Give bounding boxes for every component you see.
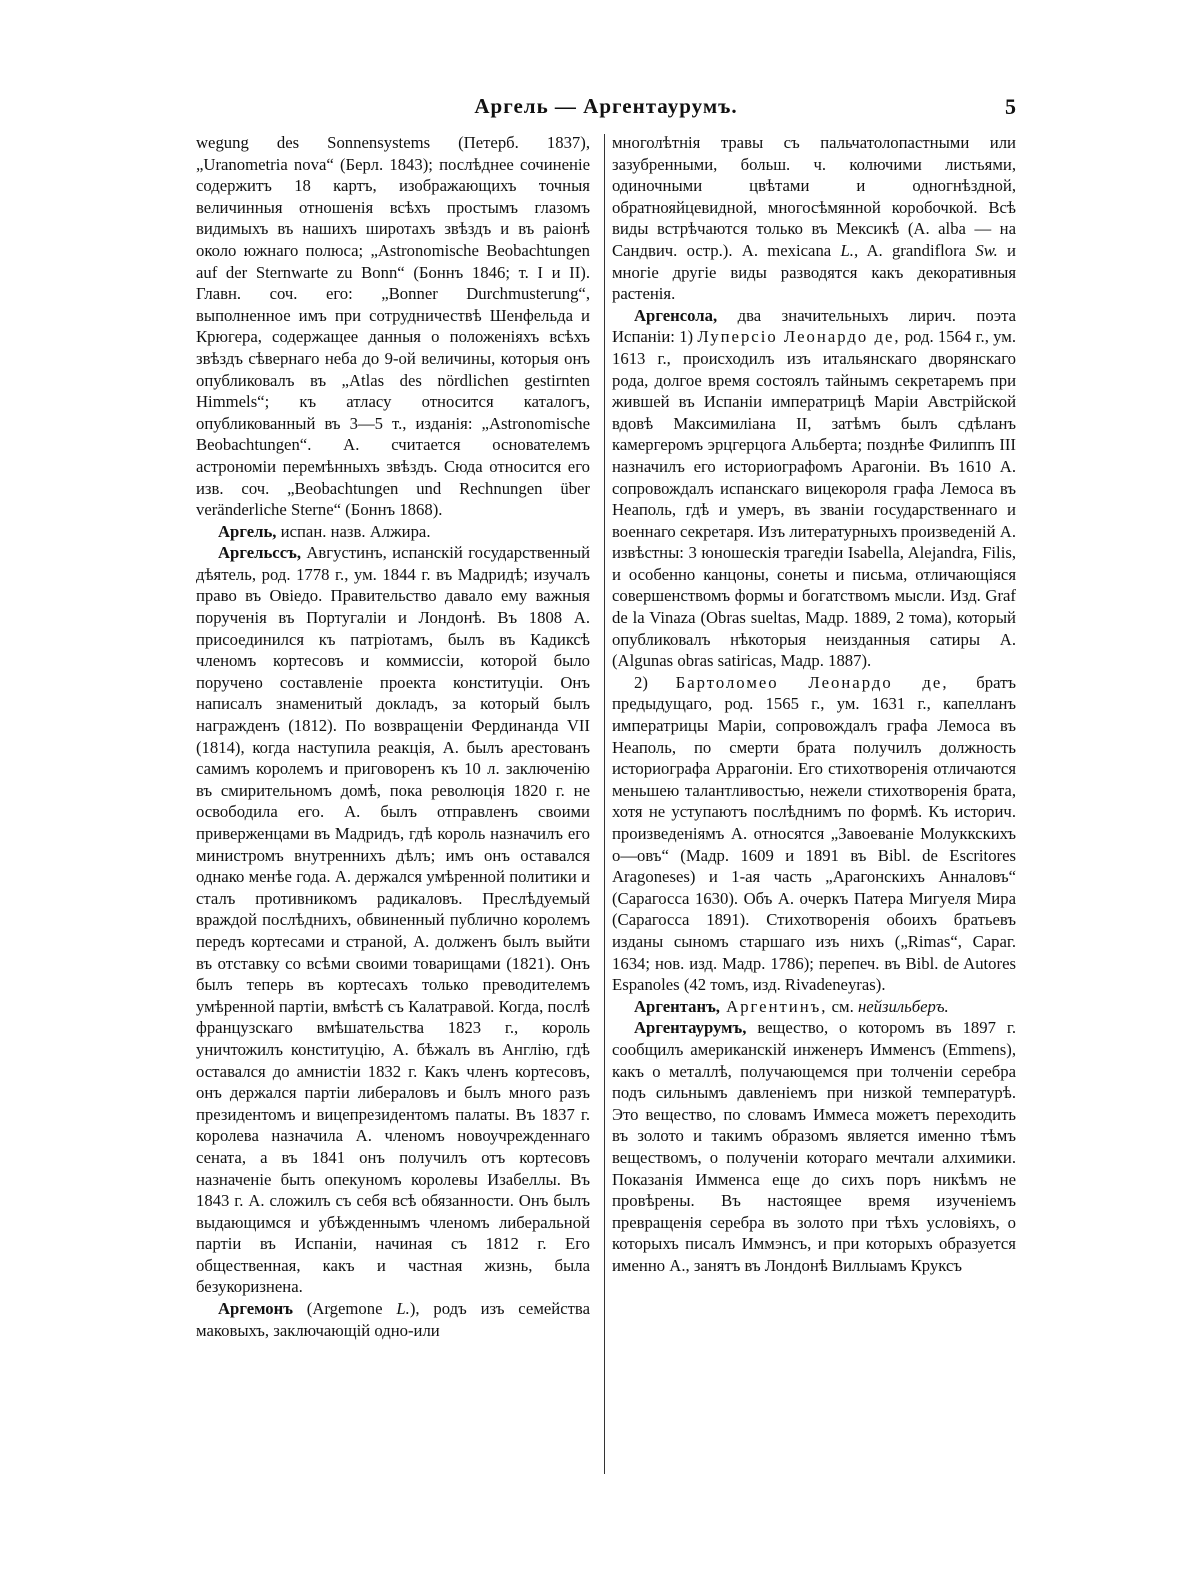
argensola-intro: два значительныхъ лирич. поэта Испаніи: 1) [612,305,1016,347]
argel-text: испан. назв. Алжира. [276,521,431,541]
argentan-name: Аргентинъ, [719,996,828,1016]
argemon-cont-mid: , A. grandiflora [853,240,976,260]
headword-argensola: Аргенсола, [634,305,718,325]
argemon-cont-end: и многіе другіе виды разводятся какъ декоративныя растенія. [612,240,1016,304]
headword-argemon: Аргемонъ [218,1299,293,1319]
argemon-cont-author1: L. [840,240,854,260]
entry-argelles [196,542,590,1298]
entry-argensola [612,305,1016,672]
argemon-author: L. [396,1299,410,1319]
left-column [196,132,590,1341]
argelles-name: Августинъ, [301,543,387,563]
argensola2-num: 2) [634,672,676,692]
headword-argentan: Аргентанъ, [634,996,720,1016]
argentaurum-text: вещество, о которомъ въ 1897 г. сообщилъ американскій инженеръ Имменсъ (Emmens), какъ о металлѣ, получающемся при толченіи серебра подъ сильнымъ давленіемъ при низкой температурѣ. Это вещество, по словамъ Иммеса можетъ переходить въ золото и такимъ образомъ является именно тѣмъ веществомъ, о полученіи котораго мечтали алхимики. Показанія Имменса еще до сихъ поръ никѣмъ не провѣрены. Въ настоящее время изученіемъ превращенія серебра въ золото при тѣхъ условіяхъ, о которыхъ писалъ Иммэнсъ, и при которыхъ образуется именно А., занятъ въ Лондонѣ Виллыамъ Круксъ [612,1018,1016,1275]
headword-argelles: Аргельссъ, [218,543,301,563]
entry-argentaurum [612,1017,1016,1276]
argentan-ref: нейзильберъ. [857,996,949,1016]
right-column [612,132,1016,1276]
entry-argel [196,521,590,543]
page-number: 5 [1005,94,1016,119]
argemon-text-a: (Argemone [292,1299,397,1319]
argensola2-name: Бартоломео Леонардо де, [675,672,949,692]
argensola-name1: Луперсіо Леонардо де, [697,327,901,347]
entry-argemon [196,1298,590,1341]
argemon-entry-continuation [612,132,1016,305]
argelles-text: испанскій государственный дѣятель, род. 1778 г., ум. 1844 г. въ Мадридѣ; изучалъ право въ Овіедо. Правительство давало ему важныя порученія въ Португаліи и Лондонѣ. Въ 1808 А. присоединился къ патріотамъ, былъ въ Кадиксѣ членомъ кортесовъ и коммиссіи, которой было поручено составленіе проекта конституціи. Онъ написалъ знаменитый докладъ, за который былъ награжденъ (1812). По возвращеніи Фердинанда VII (1814), когда наступила реакція, А. былъ арестованъ самимъ королемъ и приговоренъ къ 10 л. заключенію въ смирительномъ домѣ, пока революція 1820 г. не освободила его. А. былъ отправленъ своими приверженцами въ Мадридъ, гдѣ король назначилъ его министромъ внутреннихъ дѣлъ; имъ онъ оставался однако менѣе года. А. держался умѣренной политики и сталъ противникомъ радикаловъ. Преслѣдуемый враждой послѣднихъ, обвиненный публично королемъ передъ кортесами и страной, А. долженъ былъ выйти въ отставку со всѣми своими товарищами (1821). Онъ былъ теперь въ кортесахъ только преводителемъ умѣренной партіи, вмѣстѣ съ Калатравой. Когда, послѣ французскаго вмѣшательства 1823 г., король уничтожилъ конституцію, А. бѣжалъ въ Англію, гдѣ оставался до амнистіи 1832 г. Какъ членъ кортесовъ, онъ держался партіи либераловъ и былъ много разъ президентомъ и вицепрезидентомъ палаты. Въ 1837 г. королева назначила А. членомъ новоучрежденнаго сената, а въ 1841 онъ получилъ отъ кортесовъ назначеніе быть опекуномъ королевы Изабеллы. Въ 1843 г. А. сложилъ съ себя всѣ обязанности. Онъ былъ выдающимся и убѣжденнымъ членомъ либеральной партіи въ Испаніи, начиная съ 1812 г. Его общественная, какъ и частная жизнь, была безукоризнена. [196,543,590,1297]
headword-argel: Аргель, [218,521,277,541]
argentan-text: см. [827,996,858,1016]
page-header [196,94,1016,124]
running-title: Аргель — Аргентаурумъ. [474,94,738,118]
argemon-text-c: ), родъ изъ семейства маковыхъ, заключающій одно-или [196,1299,590,1340]
argemon-cont-text: многолѣтнія травы съ пальчатолопастными или зазубренными, больш. ч. колючими листьями, одиночными цвѣтами и одногнѣздной, обратнояйцевидной, многосѣмянной коробочкой. Всѣ виды встрѣчаются только въ Мексикѣ (A. alba — на Сандвич. остр.). A. mexicana [612,133,1016,260]
entry-argensola-2 [612,672,1016,996]
argemon-cont-author2: Sw. [975,240,998,260]
argensola-text: род. 1564 г., ум. 1613 г., происходилъ изъ итальянскаго дворянскаго рода, долгое время состоялъ тайнымъ секретаремъ при жившей въ Испаніи императрицѣ Маріи Австрійской вдовѣ Максимиліана II, затѣмъ былъ сдѣланъ камергеромъ эрцгерцога Альберта; позднѣе Филиппъ III назначилъ его историографомъ Арагоніи. Въ 1610 А. сопровождалъ испанскаго вицекороля графа Лемоса въ Неаполь, гдѣ и умеръ, въ званіи государственнаго и военнаго секретаря. Изъ литературныхъ произведеній А. извѣстны: 3 юношескія трагедіи Isabella, Alejandra, Filis, и особенно канцоны, сонеты и письма, отличающіяся совершенствомъ формы и богатствомъ мысли. Изд. Graf de la Vinaza (Obras sueltas, Мадр. 1889, 2 тома), который опубликовалъ нѣкоторыя неизданныя сатиры А. (Algunas obras satiricas, Мадр. 1887). [612,327,1016,671]
column-divider [604,134,605,1474]
headword-argentaurum: Аргентаурумъ, [634,1018,747,1038]
argensola2-text: братъ предыдущаго, род. 1565 г., ум. 1631 г., капелланъ императрицы Маріи, сопровождалъ графа Лемоса въ Неаполь, по смерти брата получилъ должность историографа Аррагоніи. Его стихотворенія отличаются меньшею талантливостью, нежели стихотворенія брата, хотя не уступаютъ послѣднимъ по формѣ. Къ историч. произведеніямъ А. относятся „Завоеваніе Молуккскихъ о—овъ“ (Мадр. 1609 и 1891 въ Bibl. de Escritores Aragoneses) и 1-ая часть „Арагонскихъ Анналовъ“ (Сарагосса 1630). Объ А. очеркъ Патера Мигуеля Мира (Сарагосса 1891). Стихотворенія обоихъ братьевъ изданы сыномъ старшаго изъ нихъ („Rimas“, Сараг. 1634; нов. изд. Мадр. 1786); перепеч. въ Bibl. de Autores Espanoles (42 томъ, изд. Rivadeneyras). [612,672,1016,995]
bessel-entry-continuation: wegung des Sonnensystems (Петерб. 1837), „Uranometria nova“ (Берл. 1843); послѣднее сочиненіе содержитъ 18 картъ, изображающихъ точныя величинныя отношенія всѣхъ простымъ глазомъ видимыхъ въ нашихъ широтахъ звѣздъ и въ раіонѣ около южнаго полюса; „Astronomische Beobachtungen auf der Sternwarte zu Bonn“ (Боннъ 1846; т. I и II). Главн. соч. его: „Bonner Durchmusterung“, выполненное имъ при сотрудничествѣ Шенфельда и Крюгера, содержащее данныя о положеніяхъ всѣхъ звѣздъ сѣвернаго неба до 9-ой величины, которыя онъ опубликовалъ въ „Atlas des nördlichen gestirnten Himmels“; къ атласу относится каталогъ, опубликованный въ 3—5 т., изданія: „Astronomische Beobachtungen“. А. считается основателемъ астрономіи перемѣнныхъ звѣздъ. Сюда относится его изв. соч. „Beobachtungen und Rechnungen über veränderliche Sterne“ (Боннъ 1868). [196,133,590,520]
entry-argentan [612,996,1016,1018]
